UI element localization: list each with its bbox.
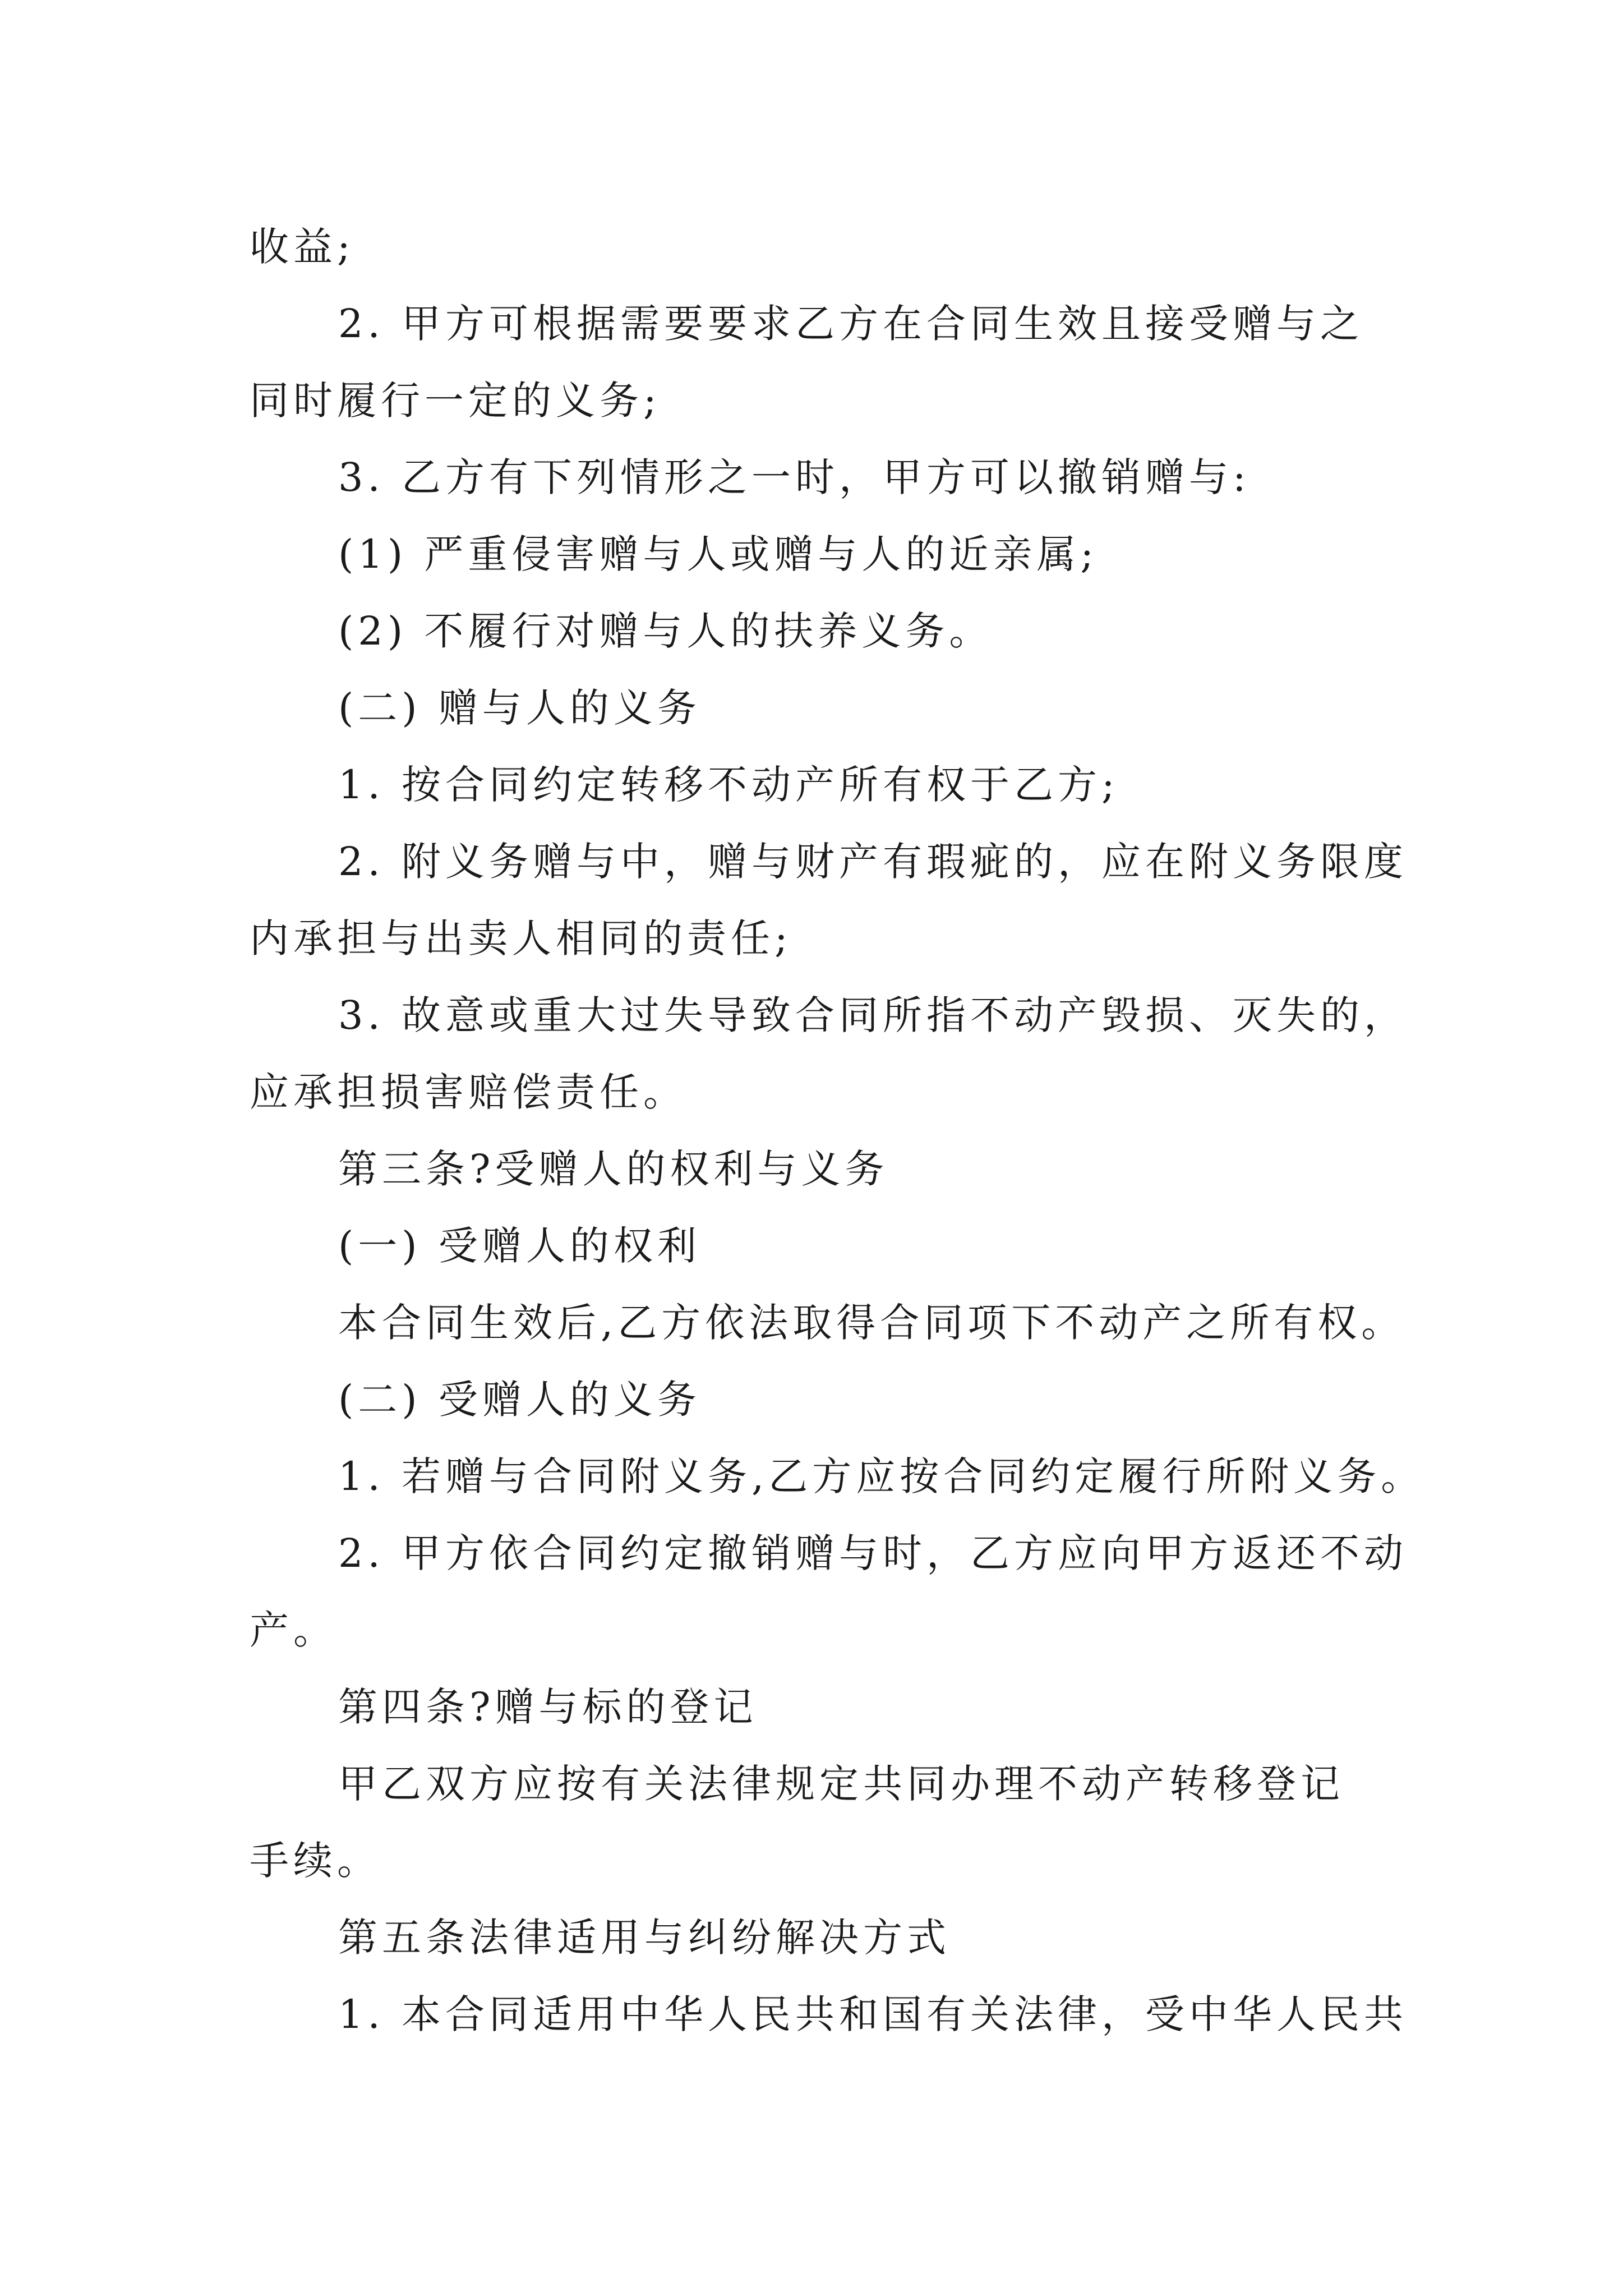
article-heading: 第五条法律适用与纠纷解决方式 xyxy=(338,1915,951,1961)
text-line: 甲乙双方应按有关法律规定共同办理不动产转移登记 xyxy=(338,1761,1344,1807)
text-line: 3. 故意或重大过失导致合同所指不动产毁损、灭失的， xyxy=(338,992,1408,1038)
text-line: 收益; xyxy=(250,224,355,270)
text-line: 内承担与出卖人相同的责任; xyxy=(250,915,792,961)
section-heading: (二) 受赠人的义务 xyxy=(338,1377,701,1423)
text-line: 产。 xyxy=(250,1607,337,1653)
text-line: (1) 严重侵害赠与人或赠与人的近亲属; xyxy=(338,531,1098,577)
text-line: 2. 甲方依合同约定撤销赠与时，乙方应向甲方返还不动 xyxy=(338,1530,1408,1576)
text-line: 手续。 xyxy=(250,1838,381,1884)
text-line: 1. 若赠与合同附义务,乙方应按合同约定履行所附义务。 xyxy=(338,1453,1425,1499)
text-line: 应承担损害赔偿责任。 xyxy=(250,1069,687,1115)
text-line: 本合同生效后,乙方依法取得合同项下不动产之所有权。 xyxy=(338,1300,1405,1346)
text-line: 1. 按合同约定转移不动产所有权于乙方; xyxy=(338,762,1119,808)
text-line: 2. 甲方可根据需要要求乙方在合同生效且接受赠与之 xyxy=(338,301,1364,347)
section-heading: (一) 受赠人的权利 xyxy=(338,1223,701,1269)
text-line: 3. 乙方有下列情形之一时，甲方可以撤销赠与: xyxy=(338,454,1251,500)
article-heading: 第三条?受赠人的权利与义务 xyxy=(338,1146,889,1192)
text-line: (2) 不履行对赠与人的扶养义务。 xyxy=(338,608,993,654)
text-line: 1. 本合同适用中华人民共和国有关法律，受中华人民共 xyxy=(338,1991,1408,2037)
section-heading: (二) 赠与人的义务 xyxy=(338,685,701,731)
document-body xyxy=(250,209,1425,2053)
text-line: 2. 附义务赠与中，赠与财产有瑕疵的，应在附义务限度 xyxy=(338,839,1408,885)
text-line: 同时履行一定的义务; xyxy=(250,378,661,424)
article-heading: 第四条?赠与标的登记 xyxy=(338,1684,758,1730)
